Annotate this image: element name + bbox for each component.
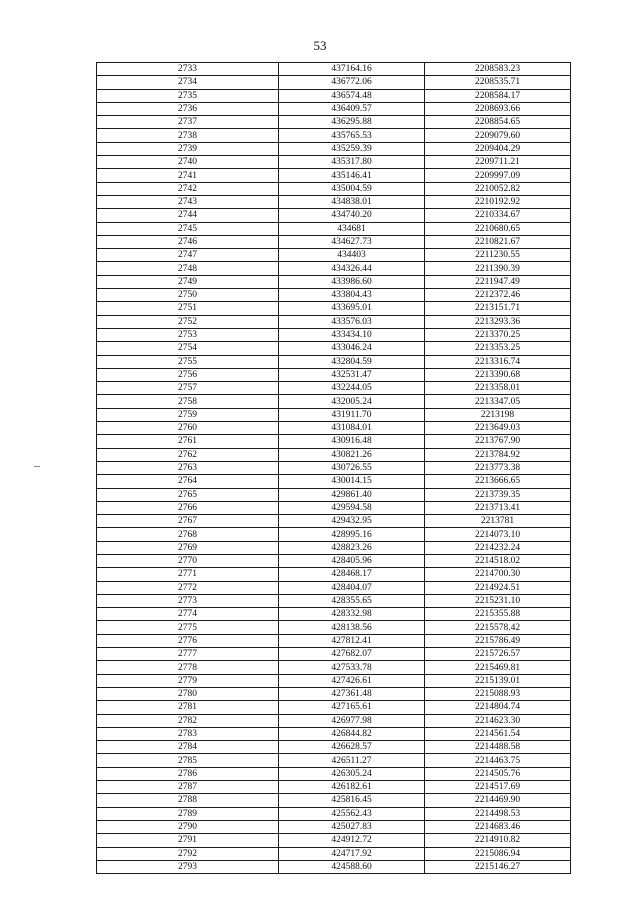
y-coordinate-cell: 2210192.92 [425, 195, 571, 208]
y-coordinate-cell: 2213358.01 [425, 382, 571, 395]
point-number-cell: 2742 [97, 182, 279, 195]
y-coordinate-cell: 2215726.57 [425, 648, 571, 661]
table-row [97, 435, 571, 448]
point-number-cell: 2768 [97, 528, 279, 541]
table-row [97, 541, 571, 554]
x-coordinate-cell: 432244.05 [279, 382, 425, 395]
table-row [97, 368, 571, 381]
point-number-cell: 2781 [97, 701, 279, 714]
point-number-cell: 2774 [97, 608, 279, 621]
table-row [97, 754, 571, 767]
table-row [97, 209, 571, 222]
x-coordinate-cell: 426182.61 [279, 781, 425, 794]
table-row [97, 249, 571, 262]
point-number-cell: 2735 [97, 89, 279, 102]
x-coordinate-cell: 426305.24 [279, 767, 425, 780]
point-number-cell: 2784 [97, 741, 279, 754]
table-row [97, 714, 571, 727]
y-coordinate-cell: 2214488.58 [425, 741, 571, 754]
table-row [97, 554, 571, 567]
table-row [97, 448, 571, 461]
margin-mark [34, 466, 40, 467]
y-coordinate-cell: 2213649.03 [425, 422, 571, 435]
point-number-cell: 2770 [97, 554, 279, 567]
point-number-cell: 2767 [97, 515, 279, 528]
table-row [97, 422, 571, 435]
y-coordinate-cell: 2213198 [425, 408, 571, 421]
table-row [97, 581, 571, 594]
y-coordinate-cell: 2213713.41 [425, 501, 571, 514]
point-number-cell: 2737 [97, 116, 279, 129]
table-row [97, 860, 571, 873]
x-coordinate-cell: 424717.92 [279, 847, 425, 860]
y-coordinate-cell: 2213293.36 [425, 315, 571, 328]
y-coordinate-cell: 2210052.82 [425, 182, 571, 195]
point-number-cell: 2792 [97, 847, 279, 860]
x-coordinate-cell: 428405.96 [279, 554, 425, 567]
x-coordinate-cell: 436772.06 [279, 76, 425, 89]
table-row [97, 102, 571, 115]
x-coordinate-cell: 429861.40 [279, 488, 425, 501]
x-coordinate-cell: 433576.03 [279, 315, 425, 328]
x-coordinate-cell: 424912.72 [279, 834, 425, 847]
y-coordinate-cell: 2215088.93 [425, 687, 571, 700]
table-row [97, 302, 571, 315]
x-coordinate-cell: 432531.47 [279, 368, 425, 381]
point-number-cell: 2785 [97, 754, 279, 767]
table-row [97, 262, 571, 275]
y-coordinate-cell: 2215139.01 [425, 674, 571, 687]
table-row [97, 328, 571, 341]
y-coordinate-cell: 2211390.39 [425, 262, 571, 275]
table-row [97, 701, 571, 714]
x-coordinate-cell: 433046.24 [279, 342, 425, 355]
point-number-cell: 2751 [97, 302, 279, 315]
x-coordinate-cell: 431911.70 [279, 408, 425, 421]
y-coordinate-cell: 2213739.35 [425, 488, 571, 501]
table-row [97, 315, 571, 328]
y-coordinate-cell: 2210680.65 [425, 222, 571, 235]
table-row [97, 63, 571, 76]
y-coordinate-cell: 2213784.92 [425, 448, 571, 461]
point-number-cell: 2743 [97, 195, 279, 208]
x-coordinate-cell: 435317.80 [279, 156, 425, 169]
x-coordinate-cell: 434326.44 [279, 262, 425, 275]
x-coordinate-cell: 425562.43 [279, 807, 425, 820]
point-number-cell: 2778 [97, 661, 279, 674]
x-coordinate-cell: 433804.43 [279, 289, 425, 302]
point-number-cell: 2757 [97, 382, 279, 395]
x-coordinate-cell: 434681 [279, 222, 425, 235]
point-number-cell: 2763 [97, 461, 279, 474]
table-row [97, 395, 571, 408]
x-coordinate-cell: 430821.26 [279, 448, 425, 461]
table-row [97, 195, 571, 208]
table-row [97, 781, 571, 794]
y-coordinate-cell: 2213390.68 [425, 368, 571, 381]
table-row [97, 222, 571, 235]
x-coordinate-cell: 428404.07 [279, 581, 425, 594]
table-row [97, 116, 571, 129]
x-coordinate-cell: 434627.73 [279, 235, 425, 248]
y-coordinate-cell: 2215578.42 [425, 621, 571, 634]
table-row [97, 129, 571, 142]
x-coordinate-cell: 434740.20 [279, 209, 425, 222]
y-coordinate-cell: 2214683.46 [425, 820, 571, 833]
table-row [97, 528, 571, 541]
x-coordinate-cell: 430916.48 [279, 435, 425, 448]
table-row [97, 834, 571, 847]
x-coordinate-cell: 429594.58 [279, 501, 425, 514]
y-coordinate-cell: 2213353.25 [425, 342, 571, 355]
point-number-cell: 2762 [97, 448, 279, 461]
table-row [97, 820, 571, 833]
point-number-cell: 2783 [97, 727, 279, 740]
table-row [97, 501, 571, 514]
x-coordinate-cell: 434403 [279, 249, 425, 262]
x-coordinate-cell: 430726.55 [279, 461, 425, 474]
table-row [97, 608, 571, 621]
x-coordinate-cell: 428138.56 [279, 621, 425, 634]
y-coordinate-cell: 2212372.46 [425, 289, 571, 302]
y-coordinate-cell: 2214505.76 [425, 767, 571, 780]
y-coordinate-cell: 2213666.65 [425, 475, 571, 488]
point-number-cell: 2747 [97, 249, 279, 262]
point-number-cell: 2752 [97, 315, 279, 328]
x-coordinate-cell: 437164.16 [279, 63, 425, 76]
x-coordinate-cell: 427426.61 [279, 674, 425, 687]
x-coordinate-cell: 426977.98 [279, 714, 425, 727]
x-coordinate-cell: 425816.45 [279, 794, 425, 807]
table-row [97, 727, 571, 740]
table-row [97, 289, 571, 302]
point-number-cell: 2789 [97, 807, 279, 820]
y-coordinate-cell: 2214498.53 [425, 807, 571, 820]
point-number-cell: 2733 [97, 63, 279, 76]
y-coordinate-cell: 2215355.88 [425, 608, 571, 621]
x-coordinate-cell: 426511.27 [279, 754, 425, 767]
x-coordinate-cell: 424588.60 [279, 860, 425, 873]
y-coordinate-cell: 2213316.74 [425, 355, 571, 368]
table-row [97, 648, 571, 661]
x-coordinate-cell: 427361.48 [279, 687, 425, 700]
point-number-cell: 2756 [97, 368, 279, 381]
y-coordinate-cell: 2211947.49 [425, 275, 571, 288]
y-coordinate-cell: 2214700.30 [425, 568, 571, 581]
y-coordinate-cell: 2210821.67 [425, 235, 571, 248]
x-coordinate-cell: 427682.07 [279, 648, 425, 661]
y-coordinate-cell: 2213347.05 [425, 395, 571, 408]
x-coordinate-cell: 435765.53 [279, 129, 425, 142]
point-number-cell: 2738 [97, 129, 279, 142]
y-coordinate-cell: 2208693.66 [425, 102, 571, 115]
point-number-cell: 2740 [97, 156, 279, 169]
table-row [97, 156, 571, 169]
point-number-cell: 2791 [97, 834, 279, 847]
table-row [97, 621, 571, 634]
x-coordinate-cell: 433986.60 [279, 275, 425, 288]
point-number-cell: 2736 [97, 102, 279, 115]
y-coordinate-cell: 2214910.82 [425, 834, 571, 847]
x-coordinate-cell: 427812.41 [279, 634, 425, 647]
y-coordinate-cell: 2214924.51 [425, 581, 571, 594]
table-row [97, 674, 571, 687]
point-number-cell: 2777 [97, 648, 279, 661]
y-coordinate-cell: 2214517.69 [425, 781, 571, 794]
x-coordinate-cell: 435004.59 [279, 182, 425, 195]
y-coordinate-cell: 2214561.54 [425, 727, 571, 740]
point-number-cell: 2764 [97, 475, 279, 488]
table-row [97, 461, 571, 474]
point-number-cell: 2765 [97, 488, 279, 501]
x-coordinate-cell: 427165.61 [279, 701, 425, 714]
point-number-cell: 2758 [97, 395, 279, 408]
y-coordinate-cell: 2213151.71 [425, 302, 571, 315]
table-row [97, 568, 571, 581]
y-coordinate-cell: 2215231.10 [425, 594, 571, 607]
y-coordinate-cell: 2209711.21 [425, 156, 571, 169]
y-coordinate-cell: 2214518.02 [425, 554, 571, 567]
point-number-cell: 2780 [97, 687, 279, 700]
x-coordinate-cell: 433434.10 [279, 328, 425, 341]
point-number-cell: 2776 [97, 634, 279, 647]
point-number-cell: 2748 [97, 262, 279, 275]
point-number-cell: 2744 [97, 209, 279, 222]
y-coordinate-cell: 2213781 [425, 515, 571, 528]
point-number-cell: 2773 [97, 594, 279, 607]
y-coordinate-cell: 2213370.25 [425, 328, 571, 341]
x-coordinate-cell: 426844.82 [279, 727, 425, 740]
table-row [97, 767, 571, 780]
y-coordinate-cell: 2214469.90 [425, 794, 571, 807]
point-number-cell: 2779 [97, 674, 279, 687]
y-coordinate-cell: 2214463.75 [425, 754, 571, 767]
table-row [97, 355, 571, 368]
y-coordinate-cell: 2214623.30 [425, 714, 571, 727]
x-coordinate-cell: 428332.98 [279, 608, 425, 621]
x-coordinate-cell: 428355.65 [279, 594, 425, 607]
y-coordinate-cell: 2208535.71 [425, 76, 571, 89]
table-row [97, 169, 571, 182]
point-number-cell: 2745 [97, 222, 279, 235]
table-row [97, 741, 571, 754]
table-row [97, 342, 571, 355]
y-coordinate-cell: 2209997.09 [425, 169, 571, 182]
point-number-cell: 2761 [97, 435, 279, 448]
y-coordinate-cell: 2215146.27 [425, 860, 571, 873]
y-coordinate-cell: 2208583.23 [425, 63, 571, 76]
point-number-cell: 2734 [97, 76, 279, 89]
point-number-cell: 2749 [97, 275, 279, 288]
table-row [97, 408, 571, 421]
y-coordinate-cell: 2215086.94 [425, 847, 571, 860]
point-number-cell: 2750 [97, 289, 279, 302]
table-row [97, 275, 571, 288]
point-number-cell: 2741 [97, 169, 279, 182]
x-coordinate-cell: 428823.26 [279, 541, 425, 554]
table-row [97, 687, 571, 700]
point-number-cell: 2790 [97, 820, 279, 833]
point-number-cell: 2754 [97, 342, 279, 355]
page-number: 53 [313, 38, 327, 53]
x-coordinate-cell: 434838.01 [279, 195, 425, 208]
table-row [97, 89, 571, 102]
x-coordinate-cell: 429432.95 [279, 515, 425, 528]
x-coordinate-cell: 433695.01 [279, 302, 425, 315]
table-row [97, 475, 571, 488]
x-coordinate-cell: 426628.57 [279, 741, 425, 754]
table-row [97, 847, 571, 860]
point-number-cell: 2766 [97, 501, 279, 514]
table-row [97, 76, 571, 89]
x-coordinate-cell: 428468.17 [279, 568, 425, 581]
x-coordinate-cell: 432005.24 [279, 395, 425, 408]
point-number-cell: 2772 [97, 581, 279, 594]
point-number-cell: 2753 [97, 328, 279, 341]
y-coordinate-cell: 2215469.81 [425, 661, 571, 674]
x-coordinate-cell: 425027.83 [279, 820, 425, 833]
table-row [97, 142, 571, 155]
x-coordinate-cell: 435146.41 [279, 169, 425, 182]
x-coordinate-cell: 435259.39 [279, 142, 425, 155]
table-row [97, 515, 571, 528]
y-coordinate-cell: 2214804.74 [425, 701, 571, 714]
table-row [97, 382, 571, 395]
point-number-cell: 2769 [97, 541, 279, 554]
y-coordinate-cell: 2209404.29 [425, 142, 571, 155]
x-coordinate-cell: 436409.57 [279, 102, 425, 115]
point-number-cell: 2782 [97, 714, 279, 727]
table-row [97, 182, 571, 195]
x-coordinate-cell: 436295.88 [279, 116, 425, 129]
point-number-cell: 2775 [97, 621, 279, 634]
y-coordinate-cell: 2215786.49 [425, 634, 571, 647]
x-coordinate-cell: 430014.15 [279, 475, 425, 488]
table-row [97, 594, 571, 607]
table-row [97, 661, 571, 674]
y-coordinate-cell: 2213773.38 [425, 461, 571, 474]
table-row [97, 634, 571, 647]
point-number-cell: 2771 [97, 568, 279, 581]
point-number-cell: 2788 [97, 794, 279, 807]
y-coordinate-cell: 2214073.10 [425, 528, 571, 541]
y-coordinate-cell: 2214232.24 [425, 541, 571, 554]
point-number-cell: 2746 [97, 235, 279, 248]
x-coordinate-cell: 431084.01 [279, 422, 425, 435]
y-coordinate-cell: 2213767.90 [425, 435, 571, 448]
point-number-cell: 2759 [97, 408, 279, 421]
coordinate-table-body [97, 63, 571, 874]
table-row [97, 807, 571, 820]
point-number-cell: 2760 [97, 422, 279, 435]
point-number-cell: 2793 [97, 860, 279, 873]
x-coordinate-cell: 428995.16 [279, 528, 425, 541]
y-coordinate-cell: 2209079.60 [425, 129, 571, 142]
y-coordinate-cell: 2208854.65 [425, 116, 571, 129]
x-coordinate-cell: 427533.78 [279, 661, 425, 674]
coordinate-table [96, 62, 571, 874]
table-row [97, 235, 571, 248]
point-number-cell: 2739 [97, 142, 279, 155]
y-coordinate-cell: 2211230.55 [425, 249, 571, 262]
y-coordinate-cell: 2208584.17 [425, 89, 571, 102]
table-row [97, 488, 571, 501]
x-coordinate-cell: 432804.59 [279, 355, 425, 368]
point-number-cell: 2786 [97, 767, 279, 780]
table-row [97, 794, 571, 807]
y-coordinate-cell: 2210334.67 [425, 209, 571, 222]
x-coordinate-cell: 436574.48 [279, 89, 425, 102]
point-number-cell: 2755 [97, 355, 279, 368]
point-number-cell: 2787 [97, 781, 279, 794]
